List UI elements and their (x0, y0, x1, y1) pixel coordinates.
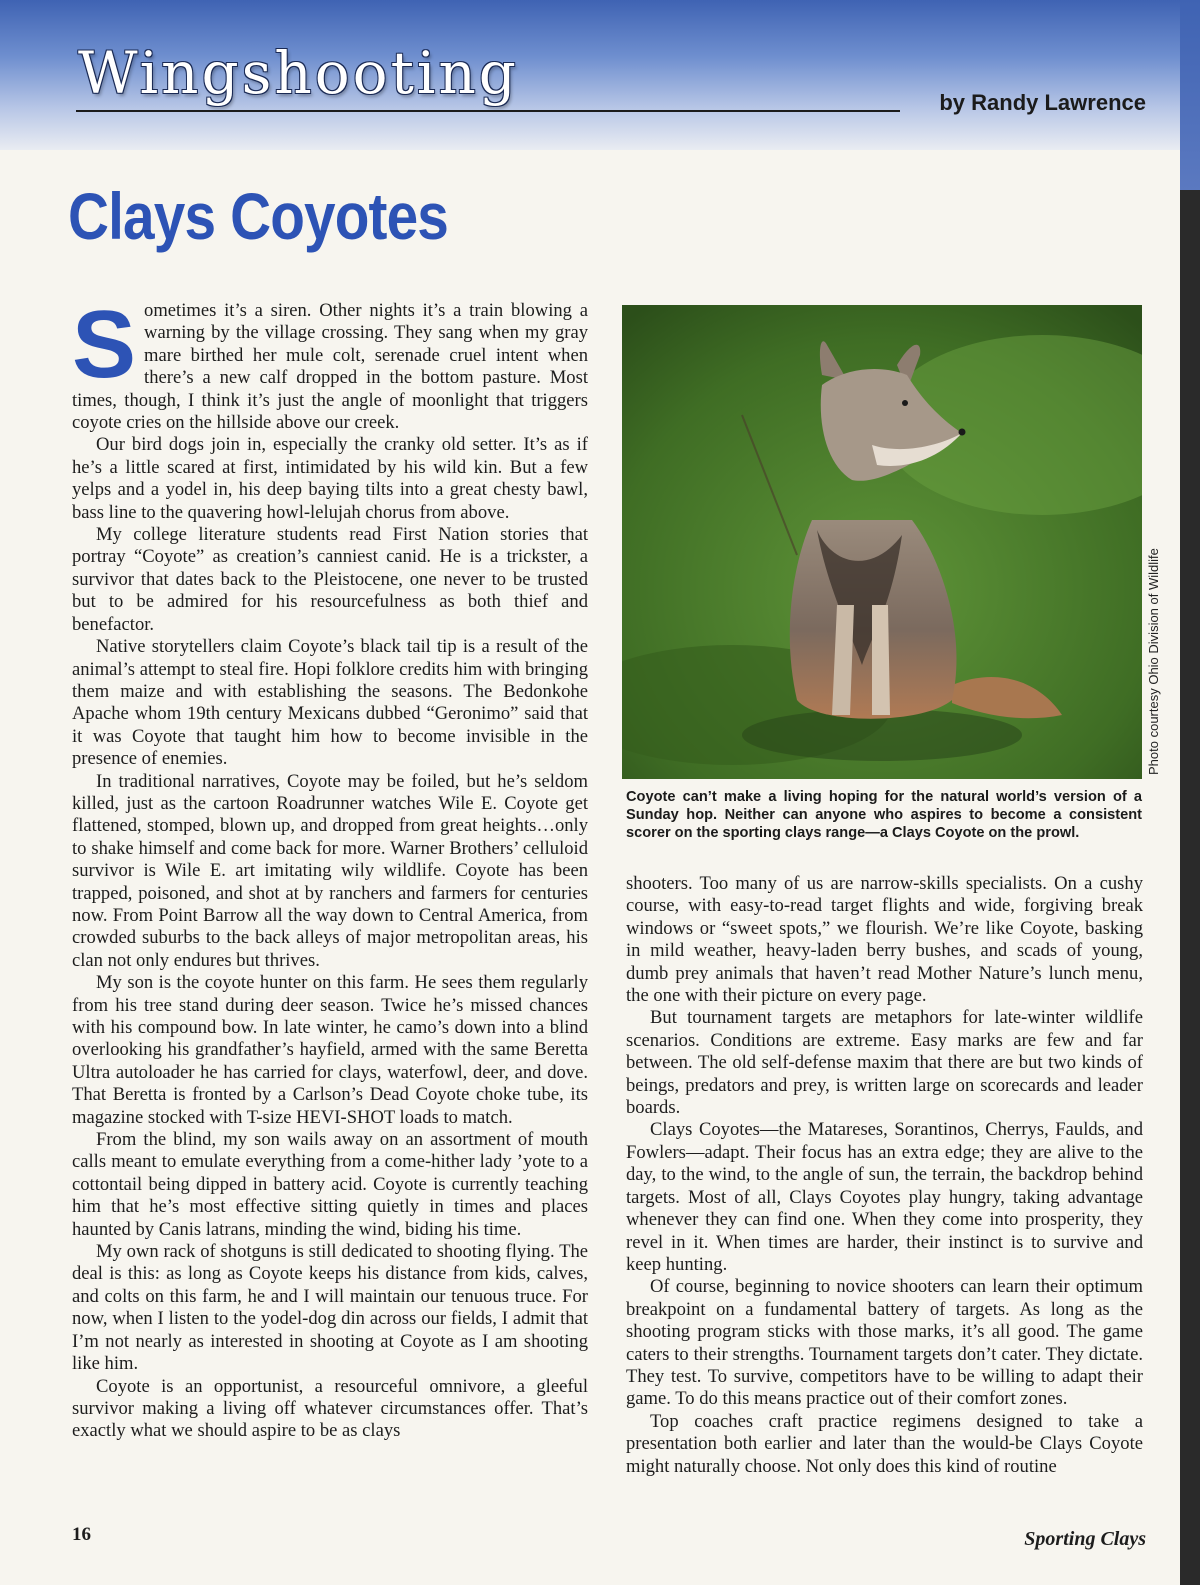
header-rule (76, 110, 900, 112)
paragraph: My own rack of shotguns is still dedicated to shooting flying. The deal is this: as long as Coyote keeps his distance from kids, calves, and colts on this farm, he and I will maintain our tenuous truce. For now, when I listen to the yodel-dog din across our fields, I admit that I’m not nearly as interested in shooting at Coyote as I am shooting like him. (72, 1241, 588, 1375)
paragraph: Top coaches craft practice regimens designed to take a presentation both earlier and later than the would-be Clays Coyote might naturally choose. Not only does this kind of routine (626, 1410, 1143, 1477)
paragraph: Sometimes it’s a siren. Other nights it’s a train blowing a warning by the village crossing. They sang when my gray mare birthed her mule colt, serenade cruel intent when there’s a new calf dropped in the bottom pasture. Most times, though, I think it’s just the angle of moonlight that triggers coyote cries on the hillside above our creek. (72, 291, 588, 434)
paragraph: From the blind, my son wails away on an assortment of mouth calls meant to emulate everything from a come-hither lady ’yote to a cottontail being dipped in battery acid. Coyote is currently teaching him that he’s most effective sitting quietly in times and places haunted by Canis latrans, minding the wind, biding his time. (72, 1129, 588, 1240)
paragraph: Native storytellers claim Coyote’s black tail tip is a result of the animal’s attempt to steal fire. Hopi folklore credits him with bringing them maize and with establishing the seasons. The Bedonkohe Apache whom 19th century Mexicans dubbed “Geronimo” said that it was Coyote that taught him how to become invisible in the presence of enemies. (72, 636, 588, 770)
article-title: Clays Coyotes (68, 179, 448, 253)
department-title: Wingshooting (78, 39, 519, 107)
paragraph: But tournament targets are metaphors for late-winter wildlife scenarios. Conditions are extreme. Easy marks are few and far between. The old self-defense maxim that there are but two kinds of beings, predators and prey, is written large on scorecards and leader boards. (626, 1007, 1143, 1119)
paragraph: My college literature students read First Nation stories that portray “Coyote” as creation’s canniest canid. He is a trickster, a survivor that dates back to the Pleistocene, one never to be trusted but to be admired for his resourcefulness as both thief and benefactor. (72, 524, 588, 635)
paragraph: Of course, beginning to novice shooters can learn their optimum breakpoint on a fundamental battery of targets. As long as the shooting program sticks with those marks, it’s all good. The game caters to their strengths. Tournament targets don’t cater. They dictate. They test. To survive, competitors have to be willing to adapt their game. To do this means practice out of their comfort zones. (626, 1276, 1143, 1410)
paragraph: Clays Coyotes—the Matareses, Sorantinos, Cherrys, Faulds, and Fowlers—adapt. Their focus has an extra edge; they are alive to the day, to the wind, to the angle of sun, the terrain, the backdrop behind targets. Most of all, Clays Coyotes play hungry, taking advantage whenever they can find one. When they come into prosperity, they revel in it. When times are harder, their instinct is to survive and keep hunting. (626, 1119, 1143, 1275)
page-edge-tab (1180, 0, 1200, 190)
photo-credit: Photo courtesy Ohio Division of Wildlife (1146, 548, 1161, 775)
drop-cap: S (72, 291, 137, 398)
photo-caption: Coyote can’t make a living hoping for the natural world’s version of a Sunday hop. Neither can anyone who aspires to become a consistent scorer on the sporting clays range—a Clays Coyote on the prowl. (626, 789, 1142, 841)
paragraph: Our bird dogs join in, especially the cranky old setter. It’s as if he’s a little scared at first, intimidated by his wild kin. But a few yelps and a yodel in, his deep baying tilts into a great chesty bawl, bass line to the quavering howl-lelujah chorus from above. (72, 434, 588, 523)
page-edge (1180, 0, 1200, 1585)
magazine-name: Sporting Clays (1024, 1528, 1146, 1550)
paragraph: My son is the coyote hunter on this farm. He sees them regularly from his tree stand during deer season. Twice he’s missed chances with his compound bow. In late winter, he camo’s down into a blind overlooking his grandfather’s hayfield, armed with the same Beretta Ultra autoloader he has carried for clays, waterfowl, deer, and dove. That Beretta is fronted by a Carlson’s Dead Coyote choke tube, its magazine stocked with T-size HEVI-SHOT loads to match. (72, 972, 588, 1128)
byline: by Randy Lawrence (939, 90, 1146, 115)
coyote-photo (622, 305, 1142, 779)
coyote-illustration (622, 305, 1142, 779)
page-number: 16 (72, 1524, 91, 1545)
left-column (72, 291, 588, 1443)
paragraph: shooters. Too many of us are narrow-skills specialists. On a cushy course, with easy-to-read target flights and wide, forgiving break windows or “sweet spots,” we flourish. We’re like Coyote, basking in mild weather, heavy-laden berry bushes, and scads of young, dumb prey animals that haven’t read Mother Nature’s lunch menu, the one with their picture on every page. (626, 873, 1143, 1007)
paragraph: Coyote is an opportunist, a resourceful omnivore, a gleeful survivor making a living off whatever circumstances offer. That’s exactly what we should aspire to be as clays (72, 1375, 588, 1442)
paragraph: In traditional narratives, Coyote may be foiled, but he’s seldom killed, just as the cartoon Roadrunner watches Wile E. Coyote get flattened, stomped, blown up, and dropped from great heights…only to shake himself and come back for more. Warner Brothers’ celluloid survivor is Wile E. art imitating wily wildlife. Coyote has been trapped, poisoned, and shot at by ranchers and farmers for centuries now. From Point Barrow all the way down to Central America, from crowded suburbs to the back alleys of major metropolitan areas, his clan not only endures but thrives. (72, 770, 588, 971)
right-column (626, 873, 1143, 1478)
